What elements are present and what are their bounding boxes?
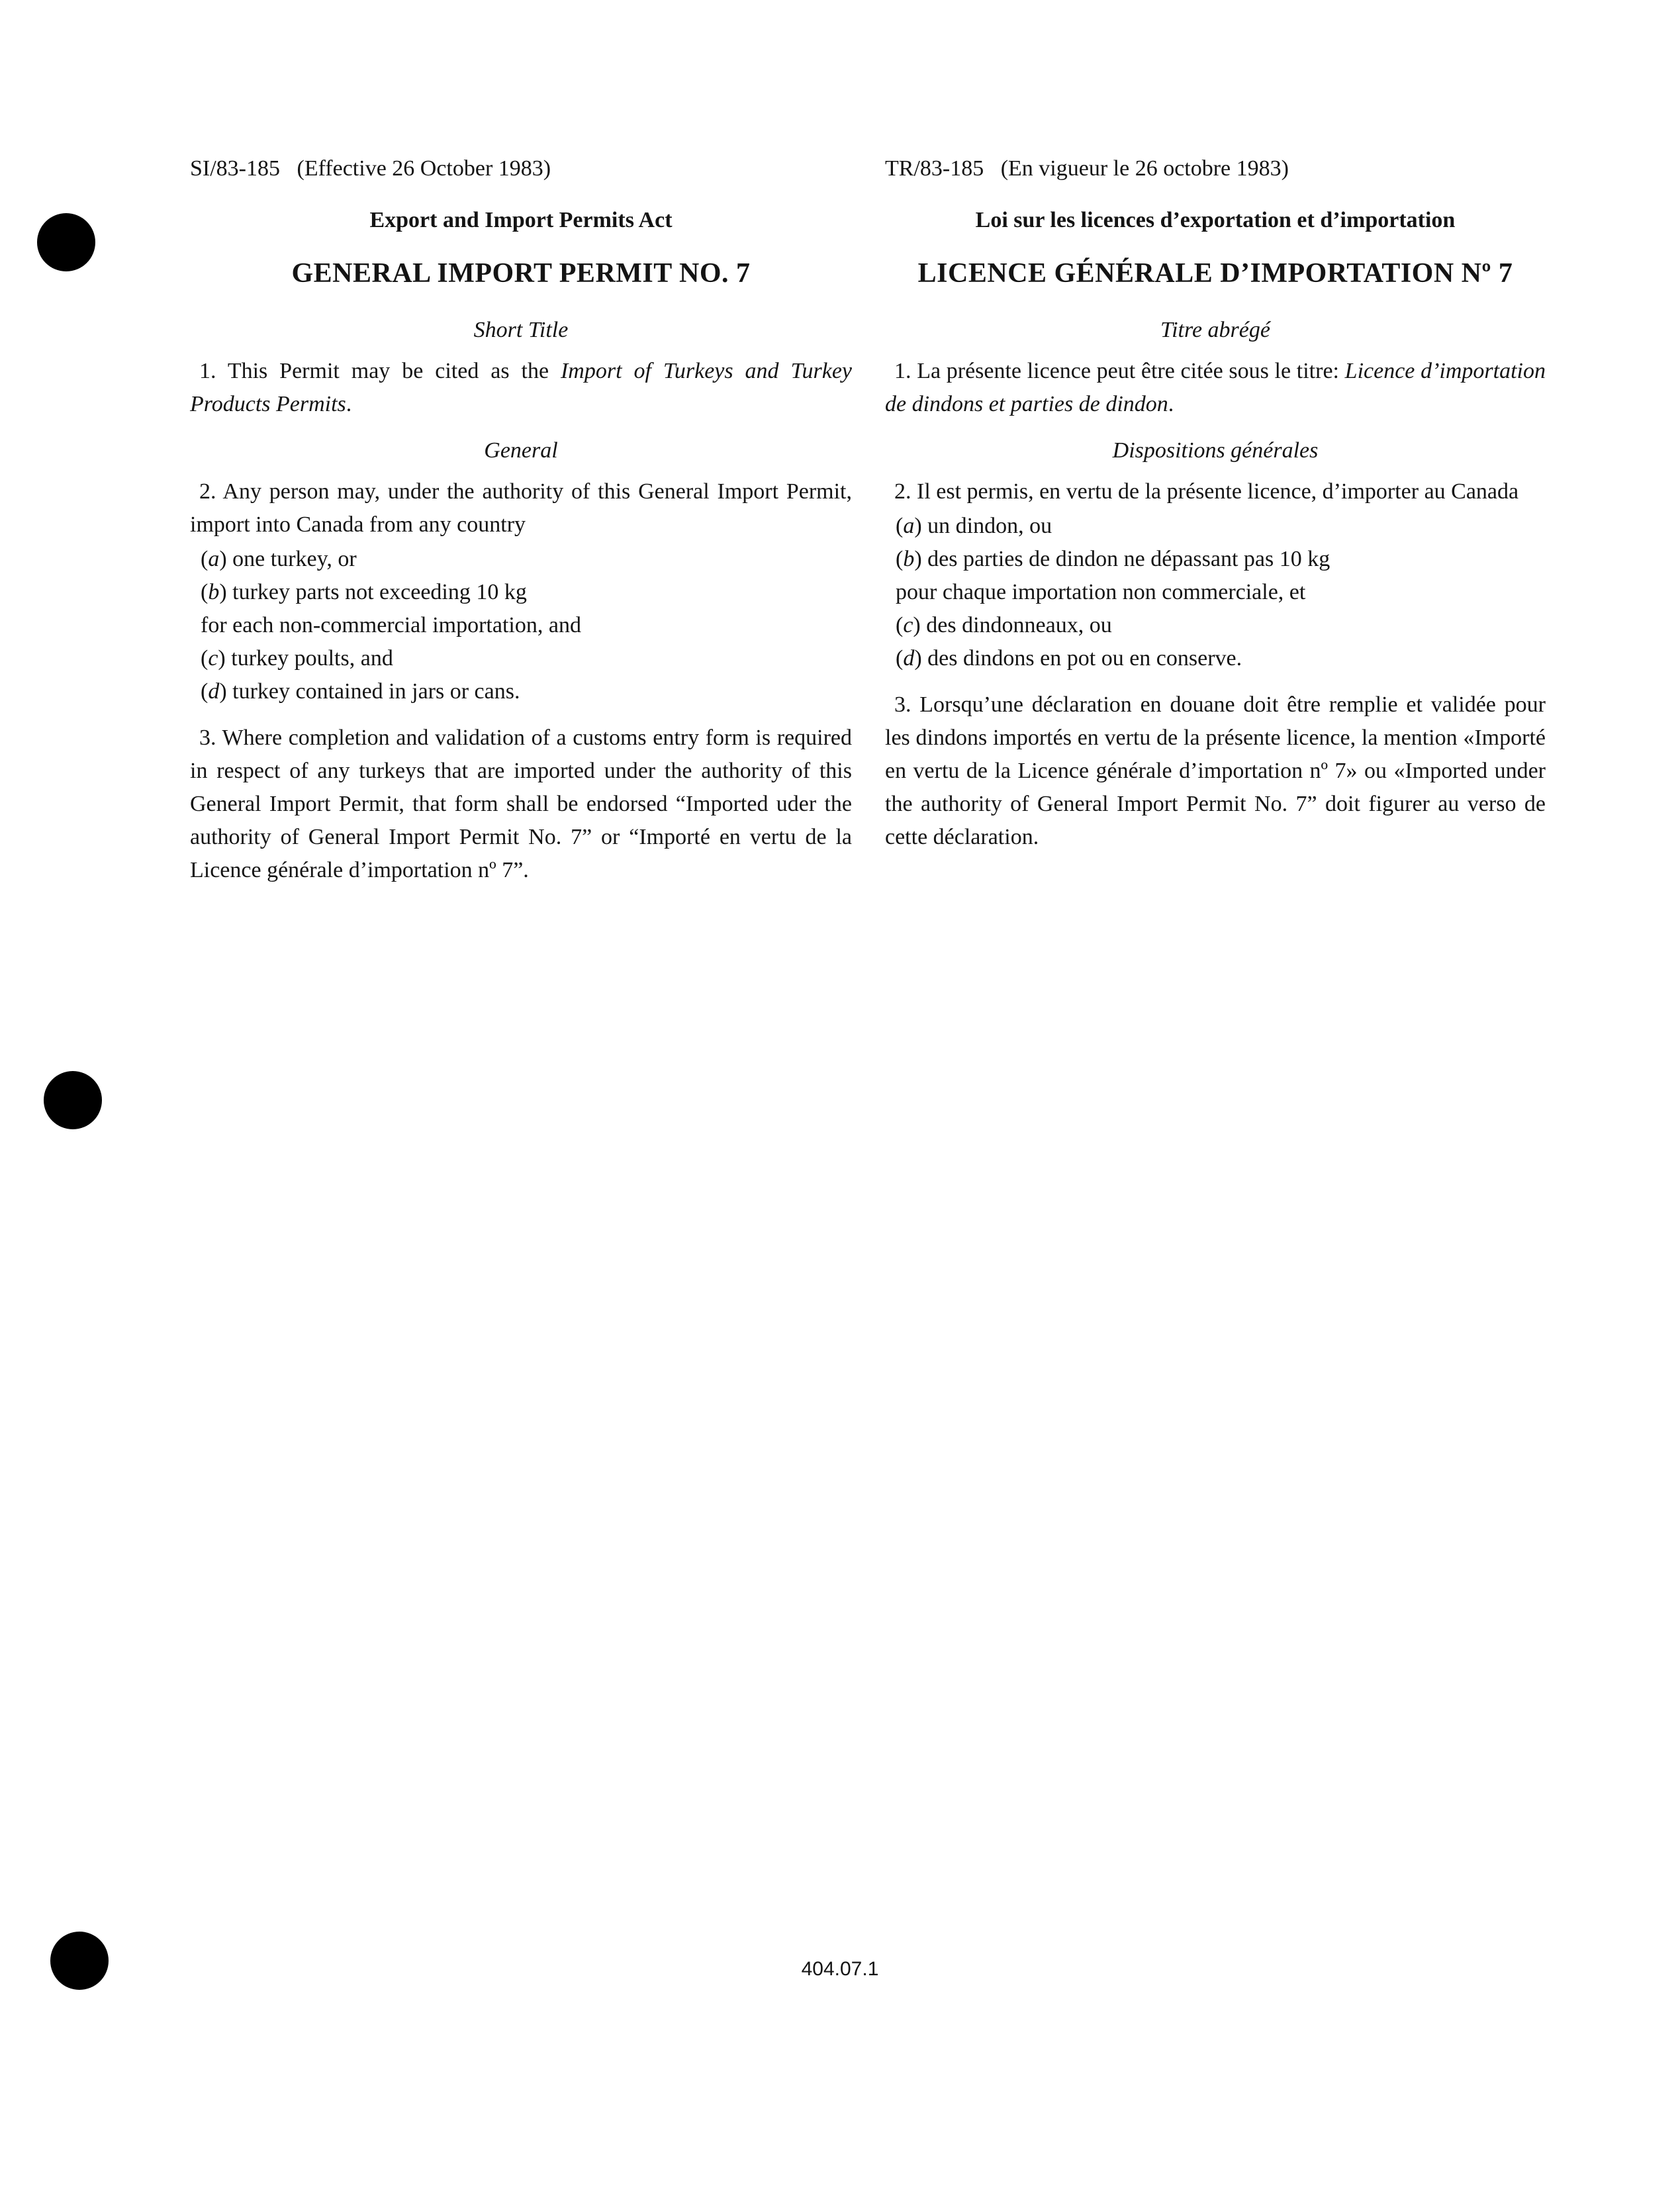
page-number: 404.07.1 bbox=[801, 1958, 879, 1980]
list-item-d: (d) des dindons en pot ou en conserve. bbox=[896, 646, 1242, 671]
item-text: one turkey, or bbox=[226, 547, 357, 571]
item-label: a bbox=[903, 514, 915, 538]
list-item-b: (b) des parties de dindon ne dépassant pas 10 kg bbox=[896, 547, 1330, 571]
paragraph-1-text: 1. La présente licence peut être citée sous le titre: bbox=[894, 359, 1345, 383]
paragraph-2: 2. Any person may, under the authority of this General Import Permit, import into Canada from any country bbox=[190, 479, 852, 537]
act-title: Export and Import Permits Act bbox=[369, 208, 673, 232]
french-column bbox=[885, 152, 1546, 867]
paragraph-1 bbox=[885, 355, 1546, 421]
heading-general: General bbox=[484, 438, 558, 463]
list-item-c: (c) turkey poults, and bbox=[201, 646, 393, 671]
list-item-a: (a) one turkey, or bbox=[201, 547, 357, 571]
paragraph-1 bbox=[190, 355, 852, 421]
item-label: a bbox=[208, 547, 220, 571]
item-label: b bbox=[208, 580, 220, 604]
document-id: TR/83-185 (En vigueur le 26 octobre 1983) bbox=[885, 156, 1289, 181]
list-item-a: (a) un dindon, ou bbox=[896, 514, 1052, 538]
item-text: des dindons en pot ou en conserve. bbox=[921, 646, 1242, 671]
list-continuation: pour chaque importation non commerciale, et bbox=[896, 580, 1306, 604]
item-text: un dindon, ou bbox=[921, 514, 1052, 538]
list-item-b: (b) turkey parts not exceeding 10 kg bbox=[201, 580, 527, 604]
item-label: b bbox=[903, 547, 915, 571]
paragraph-3: 3. Lorsqu’une déclaration en douane doit être remplie et validée pour les dindons importés en vertu de la présente licence, la mention «Importé en vertu de la Licence générale d’importation nº 7» ou «Imported under the authority of General Import Permit No. 7” doit figurer au verso de cette déclaration. bbox=[885, 692, 1546, 849]
item-label: c bbox=[208, 646, 218, 671]
item-label: d bbox=[903, 646, 915, 671]
act-title: Loi sur les licences d’exportation et d’importation bbox=[975, 208, 1456, 232]
item-text: des parties de dindon ne dépassant pas 10 kg bbox=[921, 547, 1330, 571]
english-column bbox=[190, 152, 852, 900]
heading-short-title: Titre abrégé bbox=[1160, 318, 1270, 342]
paragraph-1-end: . bbox=[346, 392, 352, 416]
list-continuation: for each non-commercial importation, and bbox=[201, 613, 581, 637]
item-text: des dindonneaux, ou bbox=[920, 613, 1112, 637]
item-text: turkey parts not exceeding 10 kg bbox=[226, 580, 527, 604]
permit-title: LICENCE GÉNÉRALE D’IMPORTATION Nº 7 bbox=[917, 258, 1513, 289]
citation-title: Licence d’importation de dindons et parties de dindon bbox=[885, 359, 1546, 416]
punch-hole-top bbox=[37, 213, 95, 271]
paragraph-1-text: 1. This Permit may be cited as the bbox=[199, 359, 561, 383]
permit-title: GENERAL IMPORT PERMIT NO. 7 bbox=[291, 258, 751, 289]
paragraph-2: 2. Il est permis, en vertu de la présente licence, d’importer au Canada bbox=[894, 479, 1519, 504]
citation-title: Import of Turkeys and Turkey Products Permits bbox=[190, 359, 852, 416]
punch-hole-middle bbox=[44, 1071, 102, 1129]
paragraph-1-end: . bbox=[1168, 392, 1174, 416]
list-item-d: (d) turkey contained in jars or cans. bbox=[201, 679, 520, 704]
heading-general: Dispositions générales bbox=[1112, 438, 1319, 463]
list-item-c: (c) des dindonneaux, ou bbox=[896, 613, 1112, 637]
paragraph-3: 3. Where completion and validation of a customs entry form is required in respect of any turkeys that are imported under the authority of this General Import Permit, that form shall be endorsed “Imported uder the authority of General Import Permit No. 7” or “Importé en vertu de la Licence générale d’importation nº 7”. bbox=[190, 726, 852, 882]
item-text: turkey poults, and bbox=[225, 646, 393, 671]
heading-short-title: Short Title bbox=[473, 318, 569, 342]
item-label: c bbox=[903, 613, 913, 637]
item-text: turkey contained in jars or cans. bbox=[226, 679, 520, 704]
item-label: d bbox=[208, 679, 220, 704]
document-id: SI/83-185 (Effective 26 October 1983) bbox=[190, 156, 551, 181]
